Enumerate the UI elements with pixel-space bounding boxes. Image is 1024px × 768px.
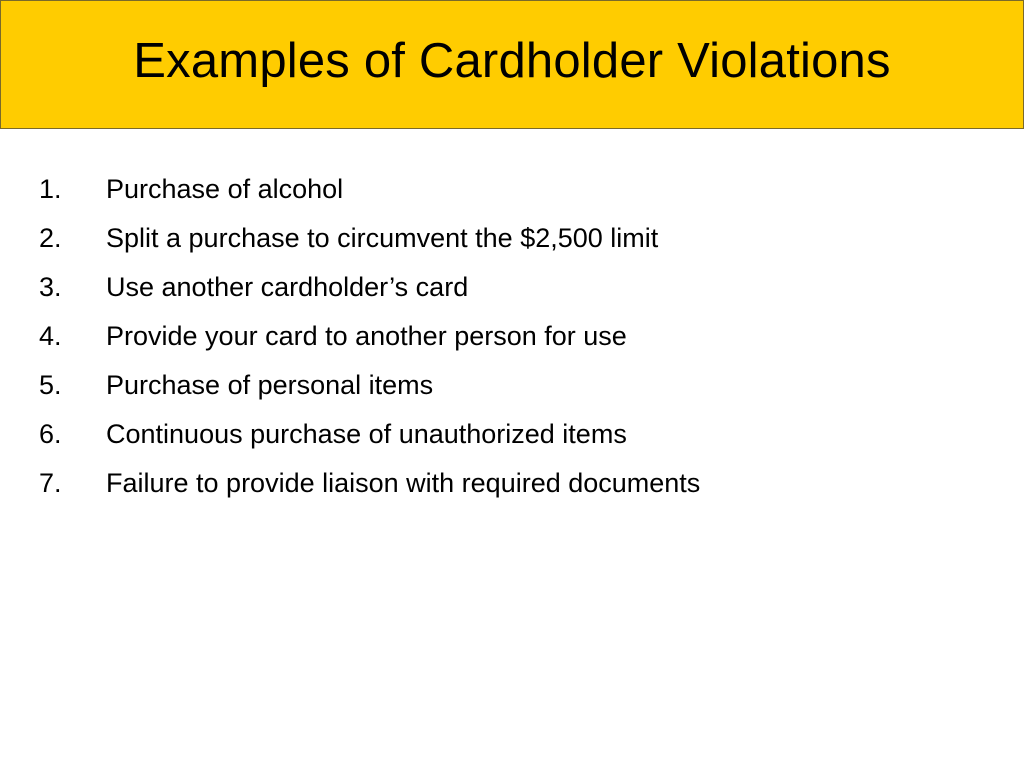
list-item-number: 7. (39, 468, 62, 498)
list-item-number: 1. (39, 174, 62, 204)
slide-title: Examples of Cardholder Violations (133, 33, 891, 88)
list-item-text: Purchase of alcohol (106, 174, 344, 204)
list-item-number: 4. (39, 321, 62, 351)
list-item-number: 2. (39, 223, 62, 253)
list-item-number: 6. (39, 419, 62, 449)
list-item-number: 3. (39, 272, 62, 302)
title-banner (0, 0, 1024, 129)
list-item-text: Provide your card to another person for use (106, 321, 627, 351)
list-item-number: 5. (39, 370, 62, 400)
list-item-text: Continuous purchase of unauthorized items (106, 419, 627, 449)
list-item-text: Failure to provide liaison with required documents (106, 468, 701, 498)
list-item-text: Split a purchase to circumvent the $2,500 limit (106, 223, 659, 253)
list-item-text: Purchase of personal items (106, 370, 434, 400)
list-item-text: Use another cardholder’s card (106, 272, 469, 302)
